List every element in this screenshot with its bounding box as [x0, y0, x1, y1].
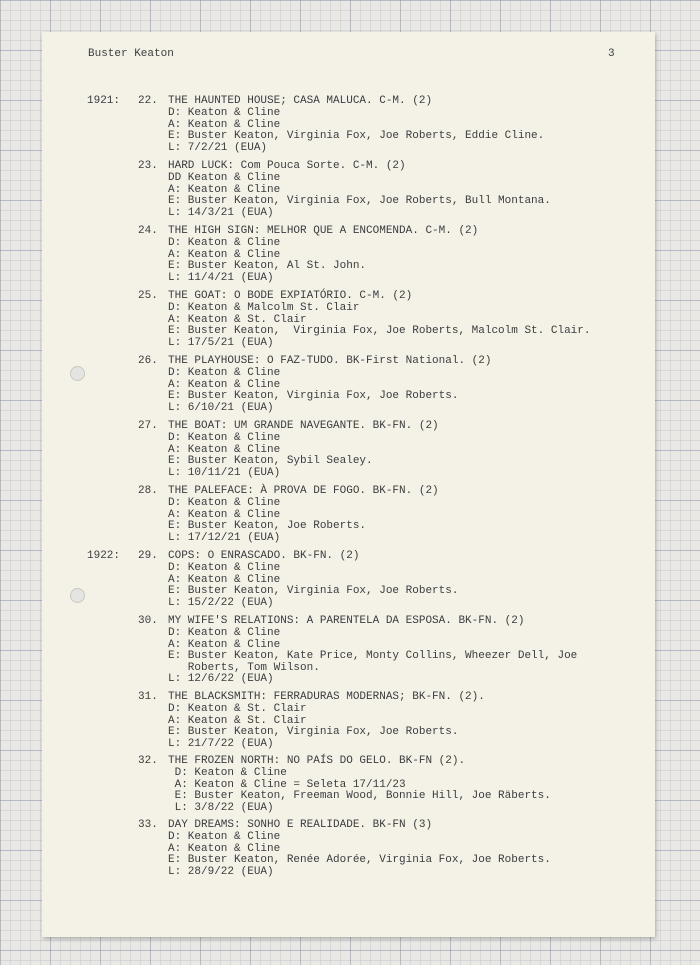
- credit-line: L: 12/6/22 (EUA): [168, 673, 274, 685]
- running-title: Buster Keaton: [88, 48, 174, 60]
- credit-line: A: Keaton & Cline: [168, 248, 281, 261]
- credit-line: DD Keaton & Cline: [168, 172, 281, 184]
- entry-title: THE HIGH SIGN: MELHOR QUE A ENCOMENDA. C-M. (2): [168, 225, 479, 237]
- credit-line: D: Keaton & Cline: [168, 767, 287, 779]
- entry-number: 33.: [138, 819, 158, 831]
- entry-year: 1922:: [87, 550, 121, 562]
- credit-line: E: Buster Keaton, Sybil Sealey.: [168, 455, 373, 467]
- entry-title: THE FROZEN NORTH: NO PAÍS DO GELO. BK-FN (2).: [168, 755, 466, 767]
- credit-line: A: Keaton & Cline: [168, 378, 281, 391]
- entry-title: THE GOAT: O BODE EXPIATÓRIO. C-M. (2): [168, 290, 413, 302]
- punch-hole: [70, 588, 85, 603]
- credit-line: L: 21/7/22 (EUA): [168, 737, 274, 750]
- entry-number: 25.: [138, 290, 158, 302]
- entry-number: 22.: [138, 95, 158, 107]
- credit-line: D: Keaton & Cline: [168, 831, 281, 843]
- page-number: 3: [608, 48, 615, 60]
- credit-line: E: Buster Keaton, Al St. John.: [168, 260, 367, 272]
- credit-line: E: Buster Keaton, Virginia Fox, Joe Roberts.: [168, 585, 459, 597]
- credit-line: E: Buster Keaton, Virginia Fox, Joe Roberts, Bull Montana.: [168, 195, 551, 207]
- credit-line: D: Keaton & St. Clair: [168, 703, 307, 715]
- entry-number: 23.: [138, 160, 158, 172]
- credit-line: L: 7/2/21 (EUA): [168, 141, 268, 154]
- credit-line: E: Buster Keaton, Virginia Fox, Joe Roberts.: [168, 726, 459, 738]
- credit-line: L: 11/4/21 (EUA): [168, 271, 274, 284]
- entry-credits: [168, 498, 366, 544]
- credit-line: D: Keaton & Cline: [168, 367, 281, 379]
- credit-line: D: Keaton & Malcolm St. Clair: [168, 302, 360, 314]
- credit-line: E: Buster Keaton, Virginia Fox, Joe Roberts.: [168, 390, 459, 402]
- entry-credits: [168, 832, 551, 878]
- credit-line: A: Keaton & Cline: [168, 573, 281, 586]
- credit-line: L: 14/3/21 (EUA): [168, 206, 274, 219]
- entry-title: THE HAUNTED HOUSE; CASA MALUCA. C-M. (2): [168, 95, 433, 107]
- entry-number: 26.: [138, 355, 158, 367]
- credit-line: A: Keaton & Cline = Seleta 17/11/23: [168, 778, 406, 791]
- credit-line: D: Keaton & Cline: [168, 107, 281, 119]
- credit-line: E: Buster Keaton, Renée Adorée, Virginia Fox, Joe Roberts.: [168, 854, 551, 866]
- entry-number: 24.: [138, 225, 158, 237]
- entry-number: 28.: [138, 485, 158, 497]
- credit-line: D: Keaton & Cline: [168, 627, 281, 639]
- entry-credits: [168, 433, 373, 479]
- entry-credits: [168, 768, 551, 814]
- credit-line: A: Keaton & Cline: [168, 842, 281, 855]
- entry-title: THE BLACKSMITH: FERRADURAS MODERNAS; BK-FN. (2).: [168, 691, 485, 703]
- credit-line: E: Buster Keaton, Kate Price, Monty Collins, Wheezer Dell, Joe: [168, 650, 578, 662]
- entry-number: 29.: [138, 550, 158, 562]
- entry-number: 27.: [138, 420, 158, 432]
- credit-line: A: Keaton & St. Clair: [168, 313, 307, 326]
- credit-line: A: Keaton & Cline: [168, 118, 281, 131]
- credit-line: D: Keaton & Cline: [168, 562, 281, 574]
- credit-line: Roberts, Tom Wilson.: [168, 661, 320, 674]
- entry-title: DAY DREAMS: SONHO E REALIDADE. BK-FN (3): [168, 819, 433, 831]
- credit-line: D: Keaton & Cline: [168, 237, 281, 249]
- credit-line: A: Keaton & Cline: [168, 183, 281, 196]
- credit-line: L: 17/5/21 (EUA): [168, 336, 274, 349]
- entry-title: MY WIFE'S RELATIONS: A PARENTELA DA ESPOSA. BK-FN. (2): [168, 615, 525, 627]
- entry-credits: [168, 628, 577, 686]
- credit-line: A: Keaton & Cline: [168, 443, 281, 456]
- credit-line: A: Keaton & Cline: [168, 508, 281, 521]
- credit-line: L: 3/8/22 (EUA): [168, 801, 274, 814]
- credit-line: E: Buster Keaton, Joe Roberts.: [168, 520, 367, 532]
- credit-line: L: 15/2/22 (EUA): [168, 596, 274, 609]
- entry-credits: [168, 563, 458, 609]
- entry-title: COPS: O ENRASCADO. BK-FN. (2): [168, 550, 360, 562]
- entry-year: 1921:: [87, 95, 121, 107]
- entry-credits: [168, 238, 366, 284]
- credit-line: A: Keaton & Cline: [168, 638, 281, 651]
- credit-line: E: Buster Keaton, Freeman Wood, Bonnie Hill, Joe Räberts.: [168, 790, 551, 802]
- entry-credits: [168, 368, 458, 414]
- entry-title: THE BOAT: UM GRANDE NAVEGANTE. BK-FN. (2): [168, 420, 439, 432]
- credit-line: L: 10/11/21 (EUA): [168, 466, 281, 479]
- entry-credits: [168, 173, 551, 219]
- credit-line: A: Keaton & St. Clair: [168, 714, 307, 727]
- entry-credits: [168, 303, 590, 349]
- entry-credits: [168, 108, 544, 154]
- entry-title: THE PALEFACE: À PROVA DE FOGO. BK-FN. (2): [168, 485, 439, 497]
- credit-line: L: 28/9/22 (EUA): [168, 865, 274, 878]
- entry-title: HARD LUCK: Com Pouca Sorte. C-M. (2): [168, 160, 406, 172]
- credit-line: L: 6/10/21 (EUA): [168, 401, 274, 414]
- credit-line: E: Buster Keaton, Virginia Fox, Joe Roberts, Malcolm St. Clair.: [168, 325, 591, 337]
- credit-line: D: Keaton & Cline: [168, 432, 281, 444]
- entry-number: 31.: [138, 691, 158, 703]
- credit-line: E: Buster Keaton, Virginia Fox, Joe Roberts, Eddie Cline.: [168, 130, 545, 142]
- punch-hole: [70, 366, 85, 381]
- entry-credits: [168, 704, 458, 750]
- entry-number: 32.: [138, 755, 158, 767]
- credit-line: L: 17/12/21 (EUA): [168, 531, 281, 544]
- entry-number: 30.: [138, 615, 158, 627]
- credit-line: D: Keaton & Cline: [168, 497, 281, 509]
- entry-title: THE PLAYHOUSE: O FAZ-TUDO. BK-First National. (2): [168, 355, 492, 367]
